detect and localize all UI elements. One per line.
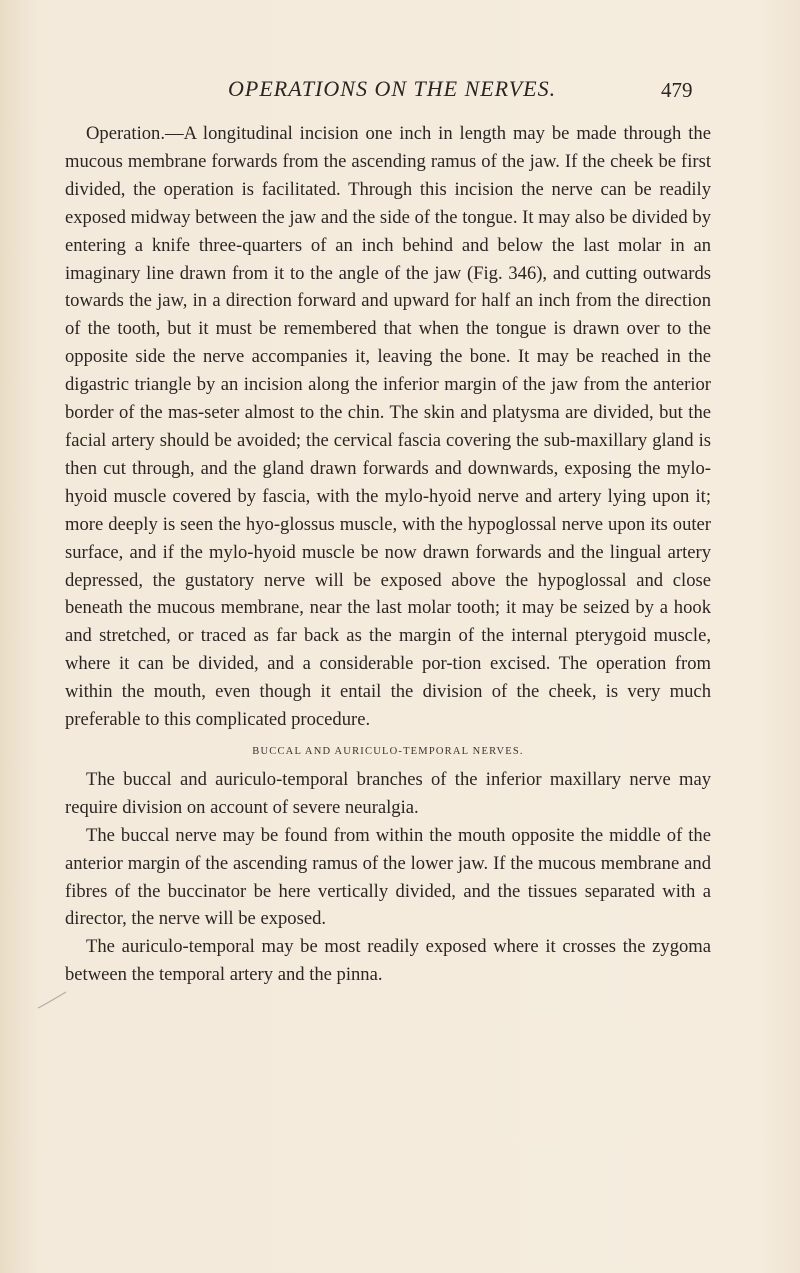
paragraph-operation: Operation.—A longitudinal incision one inch in length may be made through the mucous membrane forwards from the ascending ramus of the jaw. If the cheek be first divided, the operation is facilitated. Through this incision the nerve can be readily exposed midway between the jaw and the side of the tongue. It may also be divided by entering a knife three-quarters of an inch behind and below the last molar in an imaginary line drawn from it to the angle of the jaw (Fig. 346), and cutting outwards towards the jaw, in a direction forward and upward for half an inch from the direction of the tooth, but it must be remembered that when the tongue is drawn over to the opposite side the nerve accompanies it, leaving the bone. It may be reached in the digastric triangle by an incision along the inferior margin of the jaw from the anterior border of the mas-seter almost to the chin. The skin and platysma are divided, but the facial artery should be avoided; the cervical fascia covering the sub-maxillary gland is then cut through, and the gland drawn forwards and downwards, exposing the mylo-hyoid muscle covered by fascia, with the mylo-hyoid nerve and artery lying upon it; more deeply is seen the hyo-glossus muscle, with the hypoglossal nerve upon its outer surface, and if the mylo-hyoid muscle be now drawn forwards and the lingual artery depressed, the gustatory nerve will be exposed above the hypoglossal and close beneath the mucous membrane, near the last molar tooth; it may be seized by a hook and stretched, or traced as far back as the margin of the internal pterygoid muscle, where it can be divided, and a considerable por-tion excised. The operation from within the mouth, even though it entail the division of the cheek, is very much preferable to this complicated procedure.: [65, 123, 711, 731]
paragraph-auriculo-temporal: The auriculo-temporal may be most readily exposed where it crosses the zygoma between the temporal artery and the pinna.: [65, 936, 711, 986]
running-head: [0, 76, 800, 106]
section-heading: BUCCAL AND AURICULO-TEMPORAL NERVES.: [252, 745, 524, 757]
running-title: OPERATIONS ON THE NERVES.: [228, 76, 557, 101]
page-number: 479: [661, 78, 693, 102]
body-text: [65, 120, 711, 989]
paragraph-buccal-intro: The buccal and auriculo-temporal branches of the inferior maxillary nerve may require division on account of severe neuralgia.: [65, 768, 711, 818]
paragraph-buccal-nerve: The buccal nerve may be found from within the mouth opposite the middle of the anterior margin of the ascending ramus of the lower jaw. If the mucous membrane and fibres of the buccinator be here vertically divided, and the tissues separated with a director, the nerve will be exposed.: [65, 824, 711, 930]
pencil-mark-icon: [36, 990, 68, 1010]
